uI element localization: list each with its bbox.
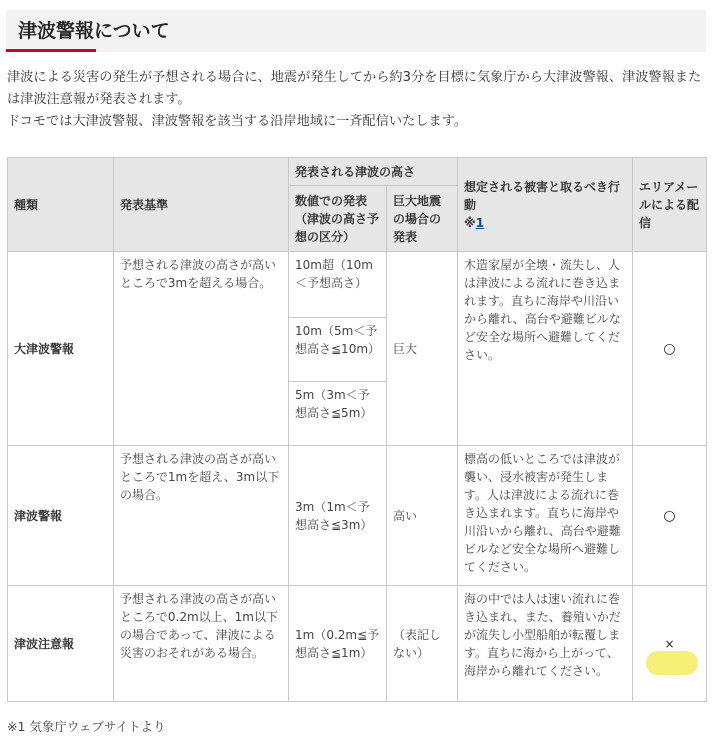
table-row-major [8,252,707,318]
intro-paragraph-1: 津波による災害の発生が予想される場合に、地震が発生してから約3分を目標に気象庁から大津波警報、津波警報または津波注意報が発表されます。 [7,70,702,107]
criteria-advisory: 予想される津波の高さが高いところで0.2m以上、1m以下の場合であって、津波による災害のおそれがある場合。 [114,586,289,702]
header-damage-label: 想定される被害と取るべき行動 [464,179,621,212]
type-advisory: 津波注意報 [8,586,114,702]
header-area-mail: エリアメールによる配信 [633,158,707,252]
huge-quake-major: 巨大 [387,252,458,446]
type-major: 大津波警報 [8,252,114,446]
intro-paragraph-2: ドコモでは大津波警報、津波警報を該当する沿岸地域に一斉配信いたします。 [7,114,467,129]
header-huge-quake: 巨大地震の場合の発表 [387,186,458,252]
not-delivered-mark: × [664,636,675,651]
damage-warning: 標高の低いところでは津波が襲い、浸水被害が発生します。人は津波による流れに巻き込まれます。直ちに海岸や川沿いから離れ、高台や避難ビルなど安全な場所へ避難してください。 [458,446,633,586]
height-warning: 3m（1m＜予想高さ≦3m） [289,446,387,586]
highlight-marker [646,651,698,675]
criteria-major: 予想される津波の高さが高いところで3mを超える場合。 [114,252,289,446]
area-mail-advisory [633,586,707,702]
damage-advisory: 海の中では人は速い流れに巻き込まれ、また、養殖いかだが流失し小型船舶が転覆します。直ちに海から上がって、海岸から離れてください。 [458,586,633,702]
header-damage [458,158,633,252]
title-accent-bar [6,49,96,52]
delivered-mark: ○ [663,340,676,357]
huge-quake-advisory: （表記しない） [387,586,458,702]
header-type: 種類 [8,158,114,252]
page-title: 津波警報について [18,20,170,42]
header-numeric: 数値での発表（津波の高さ予想の区分） [289,186,387,252]
type-warning: 津波警報 [8,446,114,586]
area-mail-major [633,252,707,446]
delivered-mark: ○ [663,507,676,524]
footnote-1-link[interactable]: 1 [475,215,485,230]
header-height-group: 発表される津波の高さ [289,158,458,186]
header-damage-note: ※ [464,215,476,230]
height-major-1: 10m超（10m＜予想高さ） [289,252,387,318]
area-mail-warning [633,446,707,586]
intro-text [7,67,707,133]
footnote: ※1 気象庁ウェブサイトより [7,719,166,734]
damage-major: 木造家屋が全壊・流失し、人は津波による流れに巻き込まれます。直ちに海岸や川沿いから離れ、高台や避難ビルなど安全な場所へ避難してください。 [458,252,633,446]
height-major-2: 10m（5m＜予想高さ≦10m） [289,318,387,382]
criteria-warning: 予想される津波の高さが高いところで1mを超え、3m以下の場合。 [114,446,289,586]
table-row-warning [8,446,707,586]
table-row-advisory [8,586,707,702]
huge-quake-warning: 高い [387,446,458,586]
tsunami-alert-table [7,157,707,702]
height-advisory: 1m（0.2m≦予想高さ≦1m） [289,586,387,702]
page-header [6,10,706,52]
height-major-3: 5m（3m＜予想高さ≦5m） [289,382,387,446]
header-criteria: 発表基準 [114,158,289,252]
